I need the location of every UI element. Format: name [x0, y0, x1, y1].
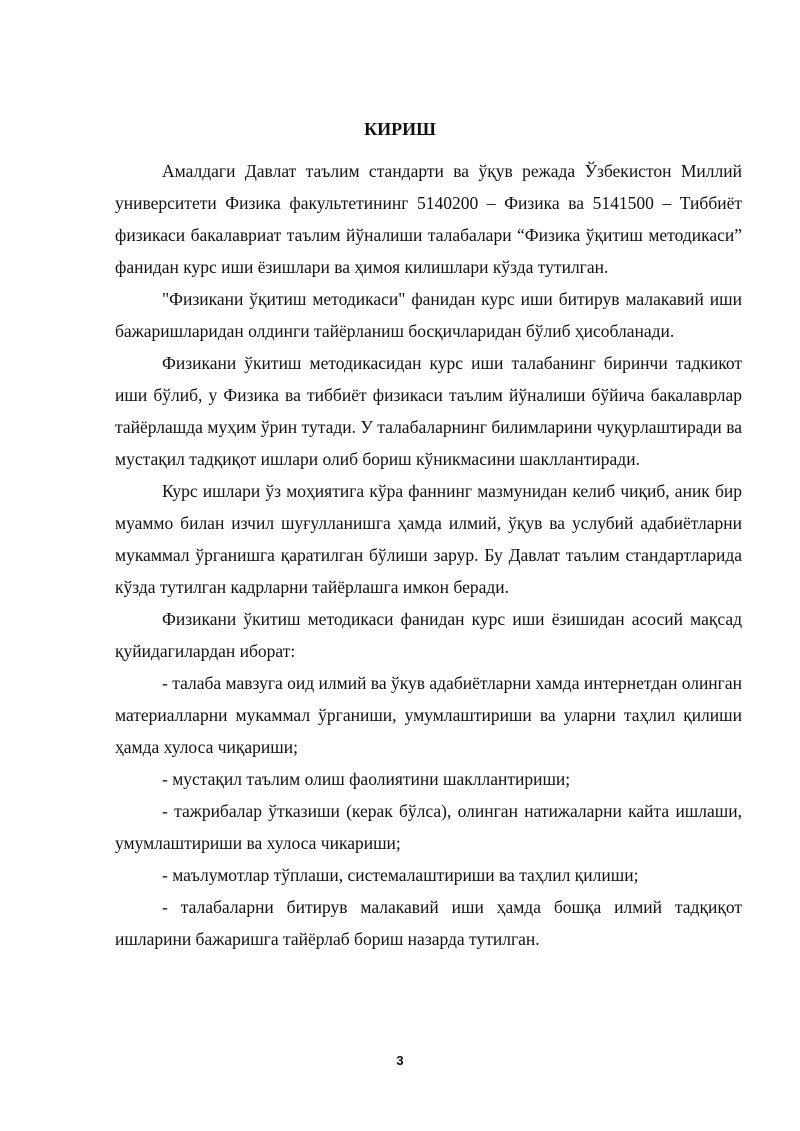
paragraph: Курс ишлари ўз моҳиятига кўра фаннинг мазмунидан келиб чиқиб, аник бир муаммо билан изчил шуғулланишга ҳамда илмий, ўқув ва услубий адабиётларни мукаммал ўрганишга қаратилган бўлиши зарур. Бу Давлат таълим стандартларида кўзда тутилган кадрларни тайёрлашга имкон беради.: [115, 481, 742, 597]
body-text: [115, 155, 742, 955]
list-item: - талабаларни битирув малакавий иши ҳамда бошқа илмий тадқиқот ишларини бажаришга тайёрлаб бориш назарда тутилган.: [115, 897, 742, 949]
paragraph: Физикани ўкитиш методикасидан курс иши талабанинг биринчи тадкикот иши бўлиб, у Физика ва тиббиёт физикаси таълим йўналиши бўйича бакалаврлар тайёрлашда муҳим ўрин тутади. У талабаларнинг билимларини чуқурлаштиради ва мустақил тадқиқот ишлари олиб бориш кўникмасини шакллантиради.: [115, 353, 742, 469]
paragraph: "Физикани ўқитиш методикаси" фанидан курс иши битирув малакавий иши бажаришларидан олдинги тайёрланиш босқичларидан бўлиб ҳисобланади.: [115, 289, 742, 341]
list-item: - мустақил таълим олиш фаолиятини шакллантириши;: [162, 769, 571, 789]
paragraph: Амалдаги Давлат таълим стандарти ва ўқув режада Ўзбекистон Миллий университети Физика факультетининг 5140200 – Физика ва 5141500 – Тиббиёт физикаси бакалавриат таълим йўналиши талабалари “Физика ўқитиш методикаси” фанидан курс иши ёзишлари ва ҳимоя килишлари кўзда тутилган.: [115, 161, 742, 277]
page-number: 3: [396, 1053, 404, 1068]
list-item: - маълумотлар тўплаши, системалаштириши ва таҳлил қилиши;: [162, 865, 639, 885]
list-item: - тажрибалар ўтказиши (керак бўлса), олинган натижаларни кайта ишлаши, умумлаштириши ва хулоса чикариши;: [115, 801, 742, 853]
paragraph: Физикани ўкитиш методикаси фанидан курс иши ёзишидан асосий мақсад қуйидагилардан иборат:: [115, 609, 742, 661]
section-title: КИРИШ: [364, 119, 436, 139]
list-item: - талаба мавзуга оид илмий ва ўкув адабиётларни хамда интернетдан олинган материалларни мукаммал ўрганиши, умумлаштириши ва уларни таҳлил қилиши ҳамда хулоса чиқариши;: [115, 673, 742, 757]
